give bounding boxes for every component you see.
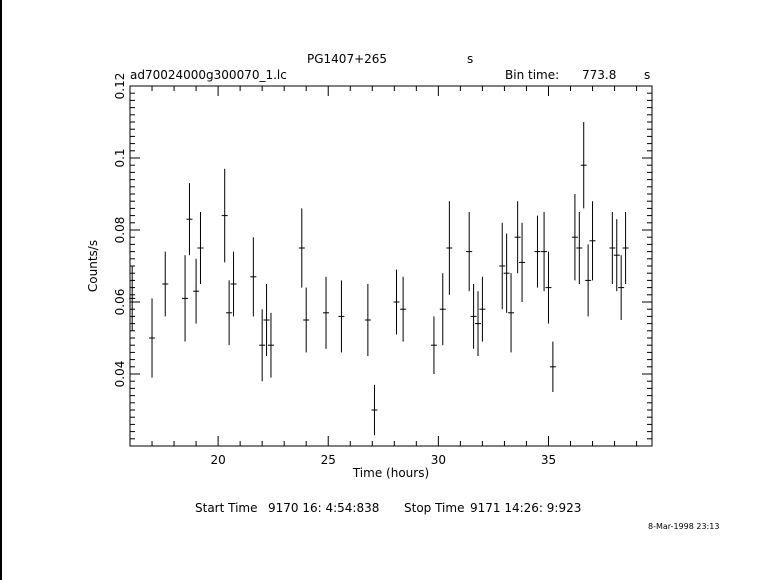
data-point: [365, 284, 371, 356]
data-point: [440, 273, 446, 345]
start-time-label: Start Time: [195, 501, 258, 515]
y-tick-label: 0.08: [113, 216, 127, 244]
data-point: [618, 255, 624, 320]
y-tick-label: 0.1: [113, 148, 127, 168]
data-point: [268, 313, 274, 378]
x-axis-label: Time (hours): [352, 466, 430, 480]
y-tick-label: 0.12: [113, 72, 127, 100]
data-point: [499, 223, 505, 309]
data-point: [394, 270, 400, 335]
data-point: [371, 385, 377, 435]
data-point: [193, 259, 199, 324]
data-point: [299, 208, 305, 287]
data-point: [572, 194, 578, 280]
data-point: [534, 216, 540, 288]
data-point: [576, 212, 582, 284]
data-point: [471, 284, 477, 349]
data-point: [614, 219, 620, 291]
bin-time-label: Bin time:: [505, 68, 560, 82]
date-stamp: 8-Mar-1998 23:13: [648, 522, 720, 531]
data-point: [479, 277, 485, 342]
data-point: [590, 201, 596, 280]
data-point: [338, 280, 344, 352]
data-point: [504, 234, 510, 313]
y-axis-label: Counts/s: [86, 239, 100, 293]
data-point: [400, 277, 406, 342]
x-tick-label: 20: [210, 453, 226, 467]
data-point: [541, 212, 547, 291]
start-time-value: 9170 16: 4:54:838: [268, 501, 380, 515]
data-point: [149, 298, 155, 377]
data-point: [222, 169, 228, 263]
data-point: [545, 252, 551, 324]
bin-time-value: 773.8: [582, 68, 617, 82]
data-point: [581, 122, 587, 208]
data-point: [508, 273, 514, 352]
data-point: [609, 212, 615, 284]
x-tick-label: 25: [320, 453, 336, 467]
plot-source-unit: s: [467, 52, 474, 66]
y-tick-label: 0.06: [113, 288, 127, 316]
lightcurve-filename: ad70024000g300070_1.lc: [130, 68, 287, 82]
data-point: [182, 255, 188, 341]
x-tick-label: 35: [540, 453, 557, 467]
plot-source-name: PG1407+265: [307, 52, 388, 66]
x-tick-label: 30: [430, 453, 446, 467]
plot-frame: [130, 86, 652, 446]
stop-time-value: 9171 14:26: 9:923: [470, 501, 582, 515]
data-point: [475, 291, 481, 356]
y-tick-label: 0.04: [113, 360, 127, 388]
data-point: [197, 212, 203, 284]
data-point: [250, 237, 256, 316]
data-point: [323, 277, 329, 349]
data-point: [431, 316, 437, 374]
data-point: [519, 223, 525, 302]
data-point: [466, 212, 472, 291]
data-point: [446, 201, 452, 295]
data-point: [162, 252, 168, 317]
data-point: [231, 252, 237, 317]
data-point: [550, 342, 556, 392]
stop-time-label: Stop Time: [404, 501, 465, 515]
data-point: [226, 280, 232, 345]
data-point: [585, 244, 591, 316]
data-point: [186, 183, 192, 255]
data-point: [623, 212, 629, 284]
data-point: [303, 288, 309, 353]
bin-time-unit: s: [644, 68, 651, 82]
